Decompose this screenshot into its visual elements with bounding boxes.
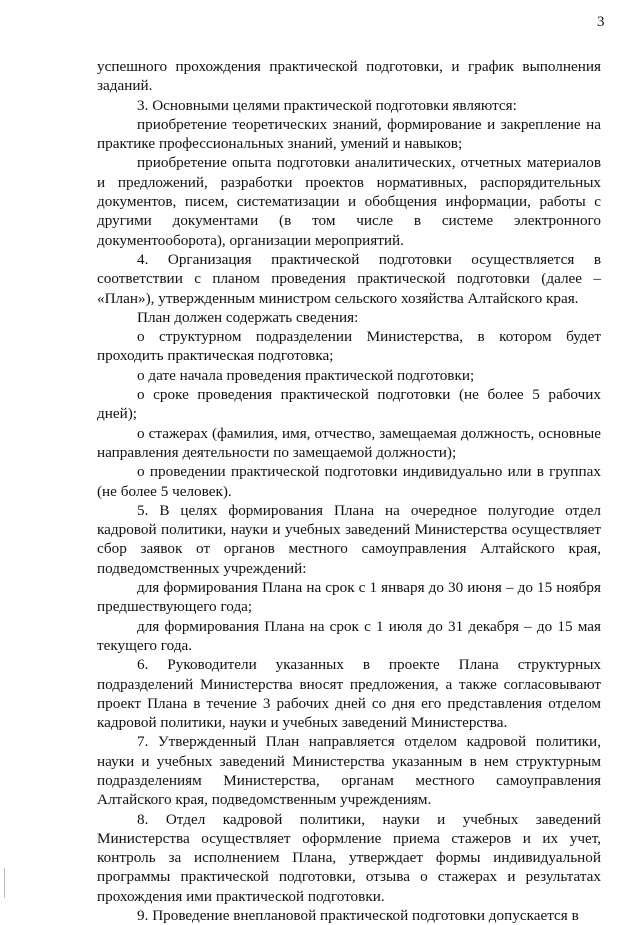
- paragraph-item-9: 9. Проведение внеплановой практической подготовки допускается в: [137, 907, 579, 925]
- document-body: [97, 57, 601, 925]
- paragraph-item-7: 7. Утвержденный План направляется отделом кадровой политики, науки и учебных заведений Министерства указанным в нем структурным подразделениям Министерства, органам местного самоуправления Алтайского края, подведомственным учреждениям.: [97, 733, 601, 809]
- page-number: 3: [597, 14, 605, 30]
- paragraph-item-4: 4. Организация практической подготовки осуществляется в соответствии с планом проведения практической подготовки (далее – «План»), утвержденным министром сельского хозяйства Алтайского края.: [97, 250, 601, 307]
- paragraph-plan-first-half: для формирования Плана на срок с 1 января до 30 июня – до 15 ноября предшествующего года;: [97, 579, 601, 616]
- scan-edge-mark: [4, 868, 5, 898]
- paragraph-plan-groups: о проведении практической подготовки индивидуально или в группах (не более 5 человек).: [97, 463, 601, 500]
- paragraph-goals-heading: 3. Основными целями практической подготовки являются:: [137, 96, 517, 114]
- paragraph-item-5: 5. В целях формирования Плана на очередное полугодие отдел кадровой политики, науки и учебных заведений Министерства осуществляет сбор заявок от органов местного самоуправления Алтайского края, подведомственных учреждений:: [97, 501, 601, 577]
- paragraph-item-6: 6. Руководители указанных в проекте Плана структурных подразделений Министерства вносят предложения, а также согласовывают проект Плана в течение 3 рабочих дней со дня его представления отделом кадровой политики, науки и учебных заведений Министерства.: [97, 656, 601, 732]
- paragraph-plan-trainees: о стажерах (фамилия, имя, отчество, замещаемая должность, основные направления деятельности по замещаемой должности);: [97, 424, 601, 461]
- paragraph-goal-knowledge: приобретение теоретических знаний, формирование и закрепление на практике профессиональных знаний, умений и навыков;: [97, 115, 601, 153]
- paragraph-plan-second-half: для формирования Плана на срок с 1 июля до 31 декабря – до 15 мая текущего года.: [97, 617, 601, 654]
- paragraph-continuation: успешного прохождения практической подготовки, и график выполнения заданий.: [97, 58, 601, 95]
- paragraph-item-8: 8. Отдел кадровой политики, науки и учебных заведений Министерства осуществляет оформление приема стажеров и их учет, контроль за исполнением Плана, утверждает формы индивидуальной программы практической подготовки, отзыва о стажерах и результатах прохождения ими практической подготовки.: [97, 810, 601, 905]
- paragraph-plan-start-date: о дате начала проведения практической подготовки;: [137, 366, 475, 384]
- paragraph-plan-contents: План должен содержать сведения:: [137, 308, 359, 326]
- paragraph-plan-department: о структурном подразделении Министерства, в котором будет проходить практическая подготовка;: [97, 328, 601, 365]
- paragraph-plan-duration: о сроке проведения практической подготовки (не более 5 рабочих дней);: [97, 386, 601, 423]
- paragraph-goal-experience: приобретение опыта подготовки аналитических, отчетных материалов и предложений, разработки проектов нормативных, распорядительных документов, писем, систематизации и обобщения информации, работы с другими документами (в том числе в системе электронного документооборота), организации мероприятий.: [97, 154, 601, 249]
